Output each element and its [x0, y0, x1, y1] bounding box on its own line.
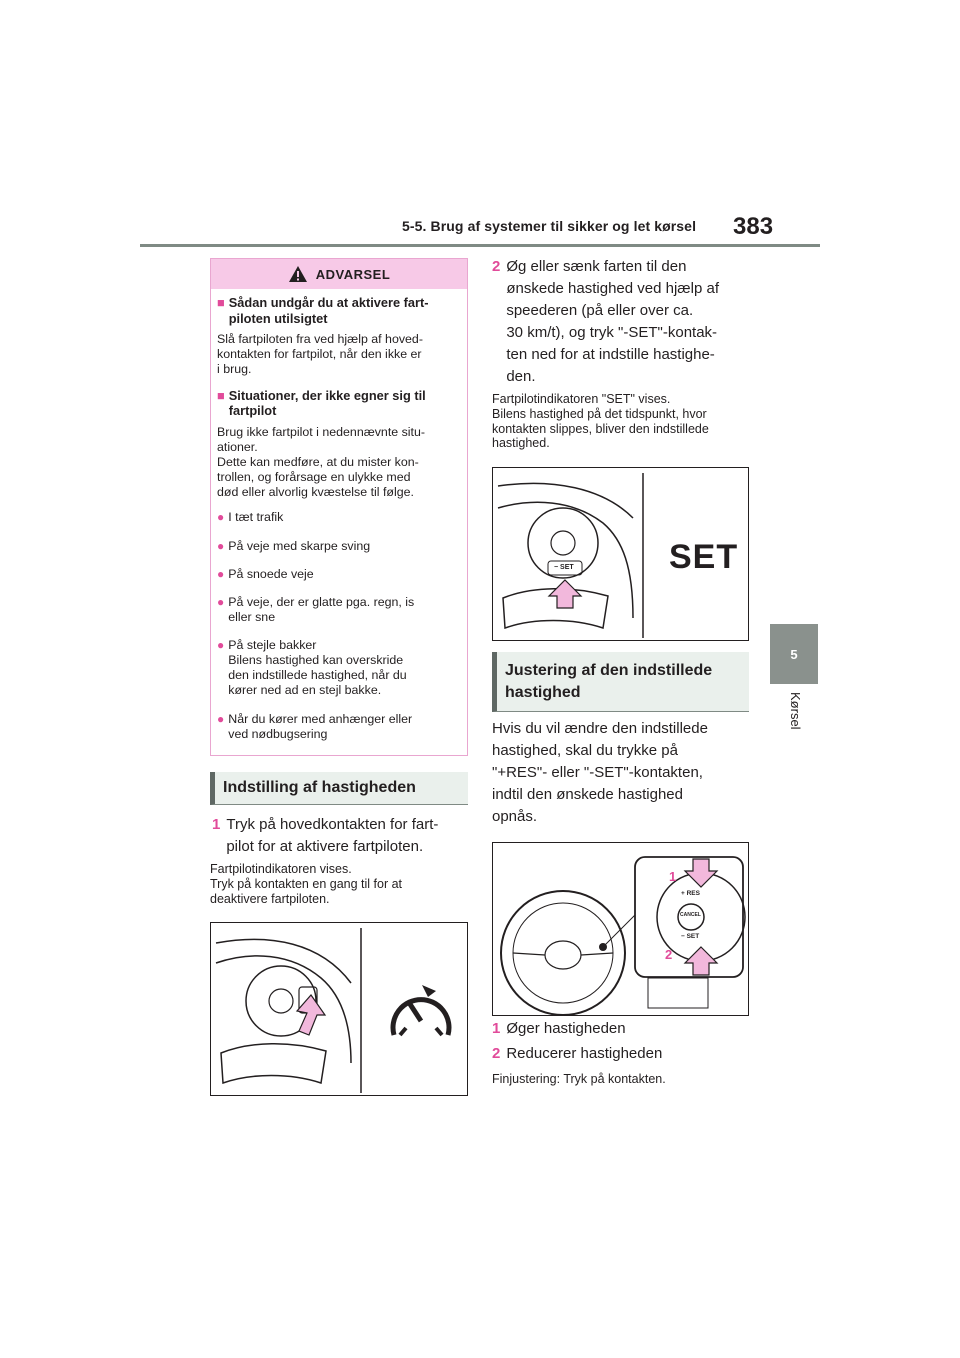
item-text: Reducerer hastigheden	[506, 1045, 663, 1062]
list-item: ● På stejle bakker Bilens hastighed kan overskride den indstillede hastighed, når du kører ned ad en stejl bakke.	[217, 638, 407, 698]
step-1	[212, 814, 474, 858]
step-2	[492, 256, 754, 388]
warning-triangle-icon	[288, 265, 308, 283]
circle-bullet-icon: ●	[217, 594, 225, 609]
set-label: − SET	[681, 933, 700, 940]
circle-bullet-icon: ●	[217, 638, 225, 653]
step-text: Tryk på hovedkontakten for fart- pilot for at aktivere fartpiloten.	[226, 816, 439, 855]
item-number: 2	[492, 1045, 501, 1062]
set-switch-label: − SET	[554, 564, 574, 571]
figure-adjust-switch	[492, 842, 749, 1016]
square-bullet-icon: ■	[217, 295, 225, 310]
square-bullet-icon: ■	[217, 387, 225, 403]
list-item: ● På snoede veje	[217, 566, 314, 581]
adjust-footnote: Finjustering: Tryk på kontakten.	[492, 1072, 666, 1086]
item-number: 1	[492, 1020, 501, 1037]
adjust-item-1	[492, 1018, 626, 1040]
item-text: Øger hastigheden	[506, 1020, 626, 1037]
section-heading-setting: Indstilling af hastigheden	[210, 772, 468, 805]
list-item: ● I tæt trafik	[217, 510, 284, 525]
chapter-tab: 5	[770, 624, 818, 684]
circle-bullet-icon: ●	[217, 711, 225, 726]
warning-heading-1: ■ Sådan undgår du at aktivere fart- piloten utilsigtet	[217, 295, 429, 326]
callout-2: 2	[665, 947, 673, 962]
adjust-item-2	[492, 1043, 662, 1065]
figure-set-switch	[492, 467, 749, 641]
warning-text-2: Brug ikke fartpilot i nedennævnte situ- ationer. Dette kan medføre, at du mister kon- trollen, og forårsage en ulykke med død eller alvorlig kvæstelse til følge.	[217, 424, 425, 500]
circle-bullet-icon: ●	[217, 566, 225, 581]
warning-label: ADVARSEL	[315, 266, 391, 282]
set-indicator: SET	[669, 538, 739, 576]
running-header: 5-5. Brug af systemer til sikker og let kørsel	[402, 218, 697, 234]
list-item: ● På veje, der er glatte pga. regn, is eller sne	[217, 594, 415, 624]
steering-wheel-illustration	[493, 843, 748, 1015]
circle-bullet-icon: ●	[217, 538, 225, 553]
callout-1: 1	[669, 869, 677, 884]
circle-bullet-icon: ●	[217, 510, 225, 525]
warning-text-1: Slå fartpiloten fra ved hjælp af hoved- kontakten for fartpilot, når den ikke er i brug.	[217, 332, 423, 377]
adjust-body: Hvis du vil ændre den indstillede hastighed, skal du trykke på "+RES"- eller "-SET"-kontakten, indtil den ønskede hastighed opnås.	[492, 720, 708, 825]
warning-box	[210, 258, 468, 756]
warning-header	[211, 259, 467, 289]
res-label: + RES	[681, 890, 700, 897]
page-number: 383	[733, 213, 774, 240]
step-1-note: Fartpilotindikatoren vises. Tryk på kontakten en gang til for at deaktivere fartpiloten.	[210, 862, 403, 906]
cruise-control-icon	[386, 983, 456, 1043]
warning-body	[211, 289, 467, 742]
figure-main-switch	[210, 922, 468, 1096]
list-item: ● På veje med skarpe sving	[217, 538, 371, 553]
warning-heading-2: ■ Situationer, der ikke egner sig til fartpilot	[217, 387, 426, 419]
step-number: 2	[492, 258, 501, 275]
step-number: 1	[212, 816, 221, 833]
section-heading-adjust: Justering af den indstillede hastighed	[492, 652, 749, 712]
list-item: ● Når du kører med anhænger eller ved nødbugsering	[217, 711, 413, 741]
header-rule	[140, 244, 820, 247]
step-2-note: Fartpilotindikatoren "SET" vises. Bilens hastighed på det tidspunkt, hvor kontakten slippes, bliver den indstillede hastighed.	[492, 392, 709, 451]
step-text: Øg eller sænk farten til den ønskede hastighed ved hjælp af speederen (på eller over ca. 30 km/t), og tryk "-SET"-kontak- ten ned for at indstille hastighe- den.	[506, 258, 719, 385]
chapter-label: Kørsel	[788, 692, 803, 730]
cancel-label: CANCEL	[680, 912, 701, 918]
